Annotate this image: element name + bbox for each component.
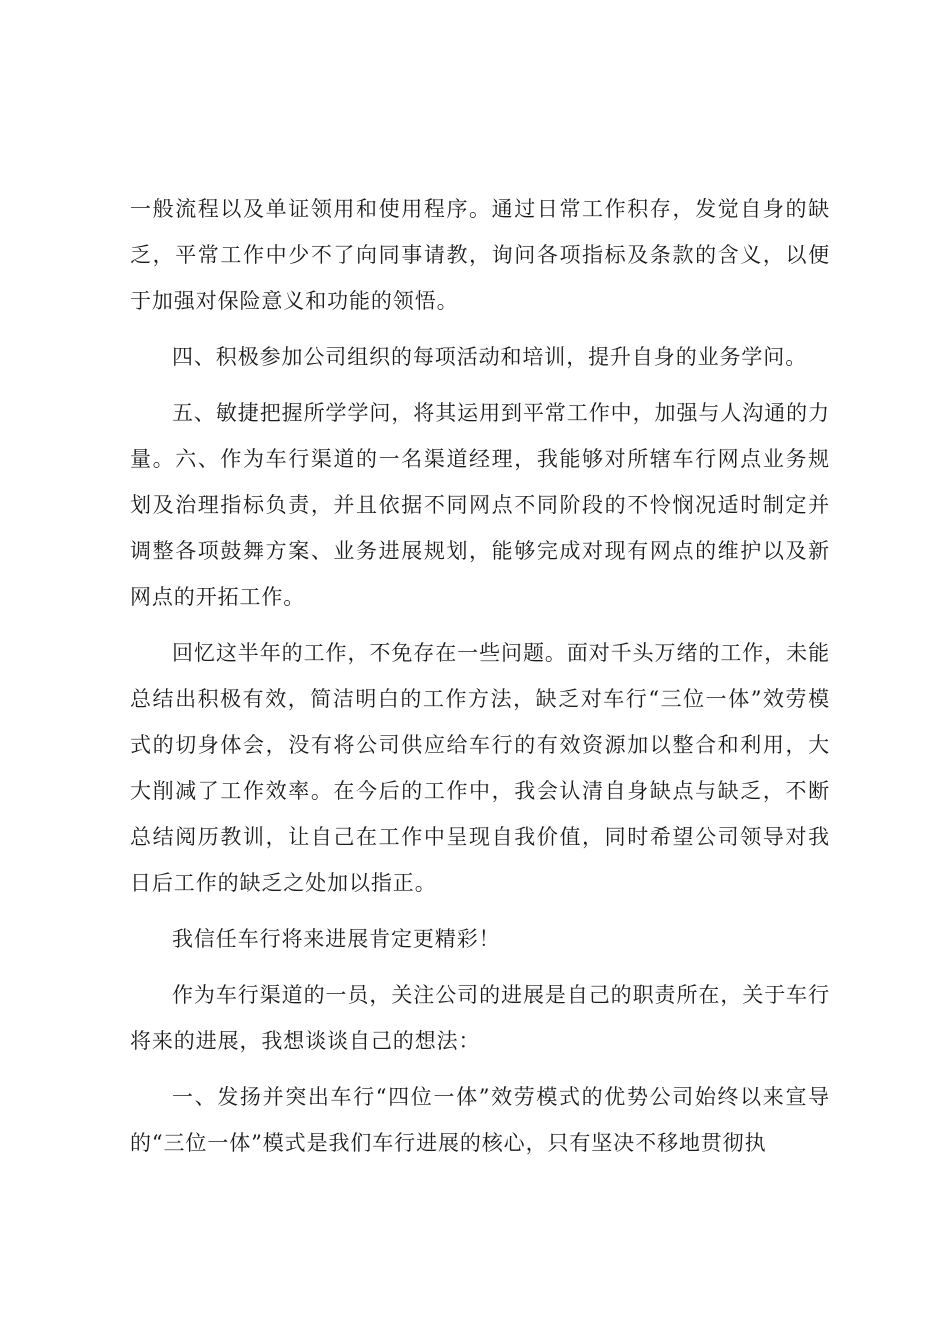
paragraph-review: 回忆这半年的工作，不免存在一些问题。面对千头万绪的工作，未能总结出积极有效，简洁明白的工作方法，缺乏对车行“三位一体”效劳模式的切身体会，没有将公司供应给车行的有效资源加以整合和利用，大大削减了工作效率。在今后的工作中，我会认清自身缺点与缺乏，不断总结阅历教训，让自己在工作中呈现自我价值，同时希望公司领导对我日后工作的缺乏之处加以指正。 [130,641,830,895]
paragraph-thoughts-intro: 作为车行渠道的一员，关注公司的进展是自己的职责所在，关于车行将来的进展，我想谈谈自己的想法： [130,983,830,1053]
document-body [130,186,830,1176]
paragraph-belief: 我信任车行将来进展肯定更精彩！ [172,927,501,951]
paragraph-continuation: 一般流程以及单证领用和使用程序。通过日常工作积存，发觉自身的缺乏，平常工作中少不了向同事请教，询问各项指标及条款的含义，以便于加强对保险意义和功能的领悟。 [130,197,830,313]
paragraph-item-one: 一、发扬并突出车行“四位一体”效劳模式的优势公司始终以来宣导的“三位一体”模式是我们车行进展的核心，只有坚决不移地贯彻执 [130,1085,830,1155]
paragraph-item-four: 四、积极参加公司组织的每项活动和培训，提升自身的业务学问。 [172,345,808,369]
paragraph-item-five-six: 五、敏捷把握所学学问，将其运用到平常工作中，加强与人沟通的力量。六、作为车行渠道的一名渠道经理，我能够对所辖车行网点业务规划及治理指标负责，并且依据不同网点不同阶段的不怜悯况适时制定并调整各项鼓舞方案、业务进展规划，能够完成对现有网点的维护以及新网点的开拓工作。 [130,401,830,609]
